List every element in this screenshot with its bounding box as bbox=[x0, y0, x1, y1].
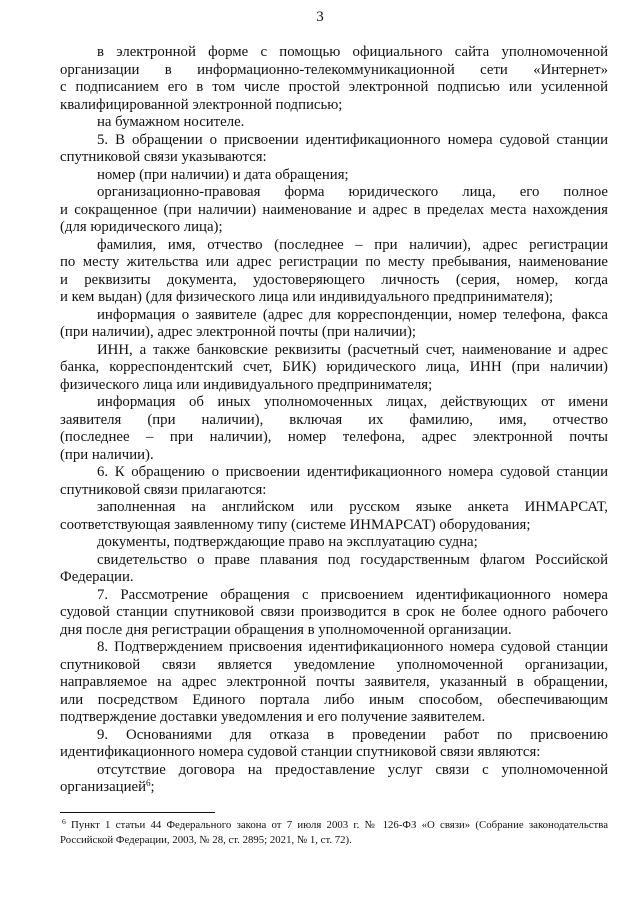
text-line: в электронной форме с помощью официального сайта уполномоченной bbox=[97, 44, 608, 60]
text-line: заполненная на английском или русском языке анкета ИНМАРСАТ, bbox=[97, 499, 608, 515]
paragraph bbox=[60, 499, 608, 534]
paragraph bbox=[60, 167, 608, 185]
footnote-line-text: Пункт 1 статьи 44 Федерального закона от 7 июля 2003 г. № 126-ФЗ «О связи» (Собрание законодательства bbox=[71, 819, 609, 831]
paragraph bbox=[60, 44, 608, 114]
text-line-tail: ; bbox=[150, 779, 155, 795]
text-line: или посредством Единого портала либо иным способом, обеспечивающим bbox=[60, 691, 608, 708]
text-line: (при наличии), адрес электронной почты (при наличии); bbox=[60, 324, 416, 340]
paragraph bbox=[60, 639, 608, 727]
text-line: 9. Основаниями для отказа в проведении работ по присвоению bbox=[97, 726, 608, 743]
footnote-separator bbox=[60, 812, 215, 813]
text-line-text: организацией bbox=[60, 779, 147, 795]
paragraph bbox=[60, 534, 608, 552]
text-line: по месту жительства или адрес регистрации по месту пребывания, наименование bbox=[60, 254, 608, 270]
text-line: 5. В обращении о присвоении идентификационного номера судовой станции bbox=[97, 131, 608, 148]
text-line: информация об иных уполномоченных лицах, действующих от имени bbox=[97, 394, 608, 410]
text-line: заявителя (при наличии), включая их фамилию, имя, отчество bbox=[60, 411, 608, 428]
footnote-mark: 6 bbox=[62, 817, 66, 826]
text-line: квалифицированной электронной подписью; bbox=[60, 96, 343, 113]
paragraph bbox=[60, 114, 608, 132]
paragraph bbox=[60, 552, 608, 587]
footnote bbox=[60, 818, 608, 847]
text-line: (при наличии). bbox=[60, 446, 154, 463]
footnote-line: Российской Федерации, 2003, № 28, ст. 2895; 2021, № 1, ст. 72). bbox=[60, 833, 352, 846]
text-line: и кем выдан) (для физического лица или индивидуального предпринимателя); bbox=[60, 289, 554, 305]
text-line bbox=[60, 779, 608, 797]
text-line: организации в информационно-телекоммуникационной сети «Интернет» bbox=[60, 61, 608, 78]
text-line: банка, корреспондентский счет, БИК) юридического лица, ИНН (при наличии) bbox=[60, 359, 608, 375]
text-line: спутниковой связи указываются: bbox=[60, 149, 267, 165]
text-line: ИНН, а также банковские реквизиты (расчетный счет, наименование и адрес bbox=[97, 341, 608, 358]
paragraph bbox=[60, 587, 608, 640]
text-line: подтверждение доставки уведомления и его получение заявителем. bbox=[60, 709, 486, 725]
text-line: 7. Рассмотрение обращения с присвоением идентификационного номера bbox=[97, 586, 608, 603]
text-line: соответствующая заявленному типу (системе ИНМАРСАТ) оборудования; bbox=[60, 516, 531, 533]
text-line: и реквизиты документа, удостоверяющего личность (серия, номер, когда bbox=[60, 271, 608, 288]
text-line: судовой станции спутниковой связи производится в срок не более одного рабочего bbox=[60, 604, 608, 620]
text-line: направляемое на адрес электронной почты заявителя, указанный в обращении, bbox=[60, 674, 608, 690]
text-line: идентификационного номера судовой станции спутниковой связи являются: bbox=[60, 744, 541, 760]
footnote-ref: 6 bbox=[146, 778, 151, 788]
text-line: организационно-правовая форма юридического лица, его полное bbox=[97, 184, 608, 200]
text-line: спутниковой связи прилагаются: bbox=[60, 481, 267, 498]
text-line: номер (при наличии) и дата обращения; bbox=[97, 166, 349, 183]
text-line: с подписанием его в том числе простой электронной подписью или усиленной bbox=[60, 79, 608, 95]
text-line: свидетельство о праве плавания под государственным флагом Российской bbox=[97, 551, 608, 568]
text-line: (последнее – при наличии), номер телефона, адрес электронной почты bbox=[60, 429, 608, 445]
page-number: 3 bbox=[316, 9, 324, 25]
paragraph bbox=[60, 394, 608, 464]
paragraph bbox=[60, 132, 608, 167]
footnote-line bbox=[60, 818, 608, 833]
text-line: на бумажном носителе. bbox=[97, 114, 245, 130]
text-line: отсутствие договора на предоставление услуг связи с уполномоченной bbox=[97, 761, 608, 778]
text-line: 8. Подтверждением присвоения идентификационного номера судовой станции bbox=[97, 639, 608, 655]
paragraph bbox=[60, 762, 608, 797]
text-line: фамилия, имя, отчество (последнее – при наличии), адрес регистрации bbox=[97, 236, 608, 253]
text-line: документы, подтверждающие право на эксплуатацию судна; bbox=[97, 534, 478, 550]
document-body bbox=[60, 44, 608, 797]
paragraph bbox=[60, 307, 608, 342]
paragraph bbox=[60, 342, 608, 395]
paragraph bbox=[60, 184, 608, 237]
text-line: и сокращенное (при наличии) наименование и адрес в пределах места нахождения bbox=[60, 201, 608, 218]
text-line: спутниковой связи является уведомление уполномоченной организации, bbox=[60, 656, 608, 673]
text-line: физического лица или индивидуального предпринимателя; bbox=[60, 376, 433, 393]
text-line: Федерации. bbox=[60, 569, 134, 585]
text-line: дня после дня регистрации обращения в уполномоченной организации. bbox=[60, 621, 512, 638]
paragraph bbox=[60, 237, 608, 307]
text-line: 6. К обращению о присвоении идентификационного номера судовой станции bbox=[97, 464, 608, 480]
text-line: (для юридического лица); bbox=[60, 219, 223, 235]
paragraph bbox=[60, 464, 608, 499]
text-line: информация о заявителе (адрес для корреспонденции, номер телефона, факса bbox=[97, 306, 608, 323]
paragraph bbox=[60, 727, 608, 762]
